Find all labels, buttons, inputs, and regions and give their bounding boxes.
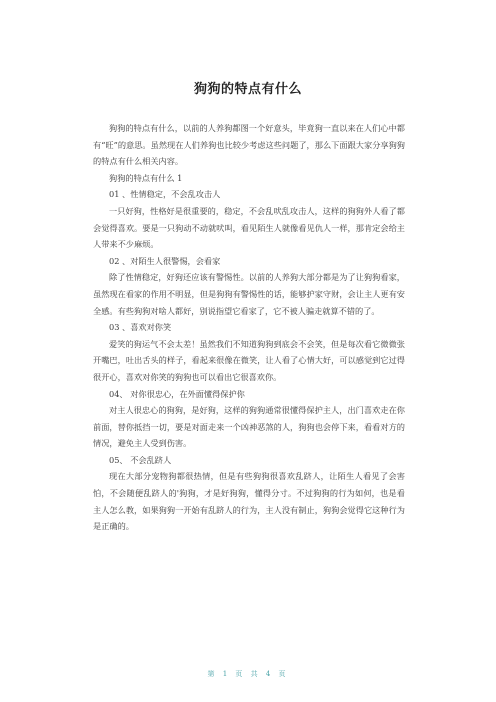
point-paragraph-03: 爱笑的狗运气不会太差！虽然我们不知道狗狗到底会不会笑，但是每次看它微微张开嘴巴，吐出舌头的样子，看起来很像在微笑，让人看了心情大好，可以感觉到它过得很开心，喜欢对你笑的狗狗也可以看出它很喜欢你。 (93, 338, 405, 382)
section-heading: 狗狗的特点有什么 1 (109, 172, 183, 183)
point-paragraph-02: 除了性情稳定，好狗还应该有警惕性。以前的人养狗大部分都是为了让狗狗看家，虽然现在看家的作用不明显，但是狗狗有警惕性的话，能够护家守财，会让主人更有安全感。有些狗狗对啥人都好，别说指望它看家了，它不被人骗走就算不错的了。 (93, 272, 405, 316)
point-heading-05: 05、 不会乱跻人 (109, 454, 172, 465)
intro-paragraph: 狗狗的特点有什么，以前的人养狗都图一个好意头，毕竟狗一直以来在人们心中都有“旺”的意思。虽然现在人们养狗也比较少考虑这些问题了，那么下面跟大家分享狗狗的特点有什么相关内容。 (93, 123, 405, 167)
page-number-footer: 第 1 页 共 4 页 (207, 670, 289, 678)
point-heading-02: 02 、对陌生人很警惕，会看家 (109, 255, 221, 266)
document-body (93, 120, 405, 535)
point-paragraph-05: 现在大部分宠物狗都很热情，但是有些狗狗很喜欢乱跻人，让陌生人看见了会害怕，不会随便乱跻人的'狗狗，才是好狗狗，懂得分寸。不过狗狗的行为如何，也是看主人怎么教，如果狗狗一开始有乱跻人的行为，主人没有制止，狗狗会觉得它这种行为是正确的。 (93, 471, 405, 532)
point-heading-04: 04、 对你很忠心，在外面懂得保护你 (109, 388, 245, 399)
point-heading-03: 03 、喜欢对你笑 (109, 322, 172, 333)
point-heading-01: 01 、性情稳定，不会乱攻击人 (109, 189, 221, 200)
point-paragraph-01: 一只好狗，性格好是很重要的，稳定，不会乱吠乱攻击人，这样的狗狗外人看了都会觉得喜欢。要是一只狗动不动就吠叫，看见陌生人就像看见仇人一样，那肯定会给主人带来不少麻烦。 (93, 205, 405, 250)
point-paragraph-04: 对主人很忠心的狗狗，是好狗，这样的狗狗通常很懂得保护主人，出门喜欢走在你前面，替你抵挡一切，要是对面走来一个凶神恶煞的人，狗狗也会停下来，看看对方的情况，避免主人受到伤害。 (93, 405, 405, 449)
document-title: 狗狗的特点有什么 (193, 82, 302, 97)
